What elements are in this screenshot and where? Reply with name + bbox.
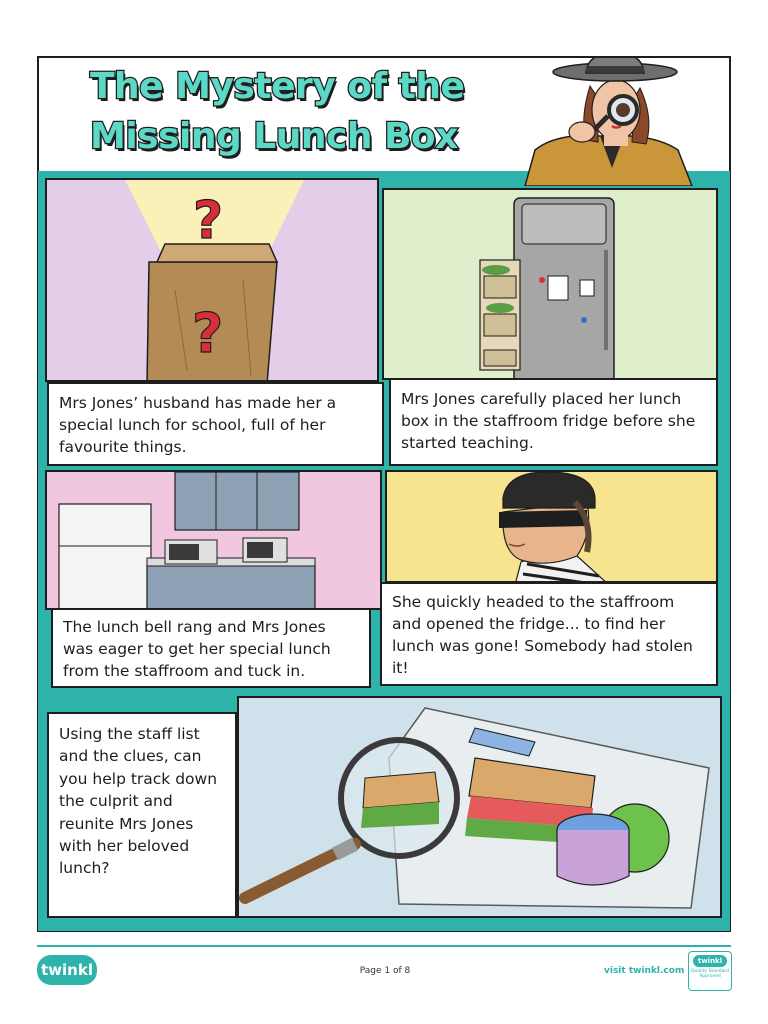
visit-link[interactable]: visit twinkl.com xyxy=(604,966,685,976)
twinkl-logo: twinkl xyxy=(37,955,97,985)
badge-text: Quality Standard Approved xyxy=(691,969,729,979)
panel-1-caption: Mrs Jones’ husband has made her a special lunch for school, full of her favourite things. xyxy=(47,382,384,466)
badge-logo: twinkl xyxy=(693,955,727,967)
panel-4 xyxy=(385,470,718,583)
panel-5 xyxy=(237,696,722,918)
panel-2 xyxy=(382,188,718,380)
quality-badge xyxy=(688,951,732,991)
masked-thief-illustration xyxy=(387,472,718,583)
panel-1 xyxy=(45,178,379,382)
footer-divider xyxy=(37,945,731,947)
panel-5-caption: Using the staff list and the clues, can you help track down the culprit and reunite Mrs Jones with her beloved lunch? xyxy=(47,712,237,918)
panel-3 xyxy=(45,470,382,610)
panel-2-caption: Mrs Jones carefully placed her lunch box in the staffroom fridge before she started teaching. xyxy=(389,378,718,466)
svg-text:?: ? xyxy=(193,191,224,251)
staffroom-kitchen-illustration xyxy=(47,472,382,610)
page-number: Page 1 of 8 xyxy=(359,966,411,976)
fridge-illustration xyxy=(384,190,718,380)
page-title-line-1: The Mystery of the xyxy=(90,66,465,107)
lunch-bag-illustration xyxy=(47,180,379,382)
svg-text:?: ? xyxy=(192,302,224,365)
panel-4-caption: She quickly headed to the staffroom and opened the fridge... to find her lunch was gone! Somebody had stolen it! xyxy=(380,582,718,686)
detective-illustration xyxy=(520,58,700,186)
page-title-line-2: Missing Lunch Box xyxy=(90,116,458,157)
panel-3-caption: The lunch bell rang and Mrs Jones was eager to get her special lunch from the staffroom and tuck in. xyxy=(51,608,371,688)
lunch-box-magnifier-illustration xyxy=(239,698,722,918)
